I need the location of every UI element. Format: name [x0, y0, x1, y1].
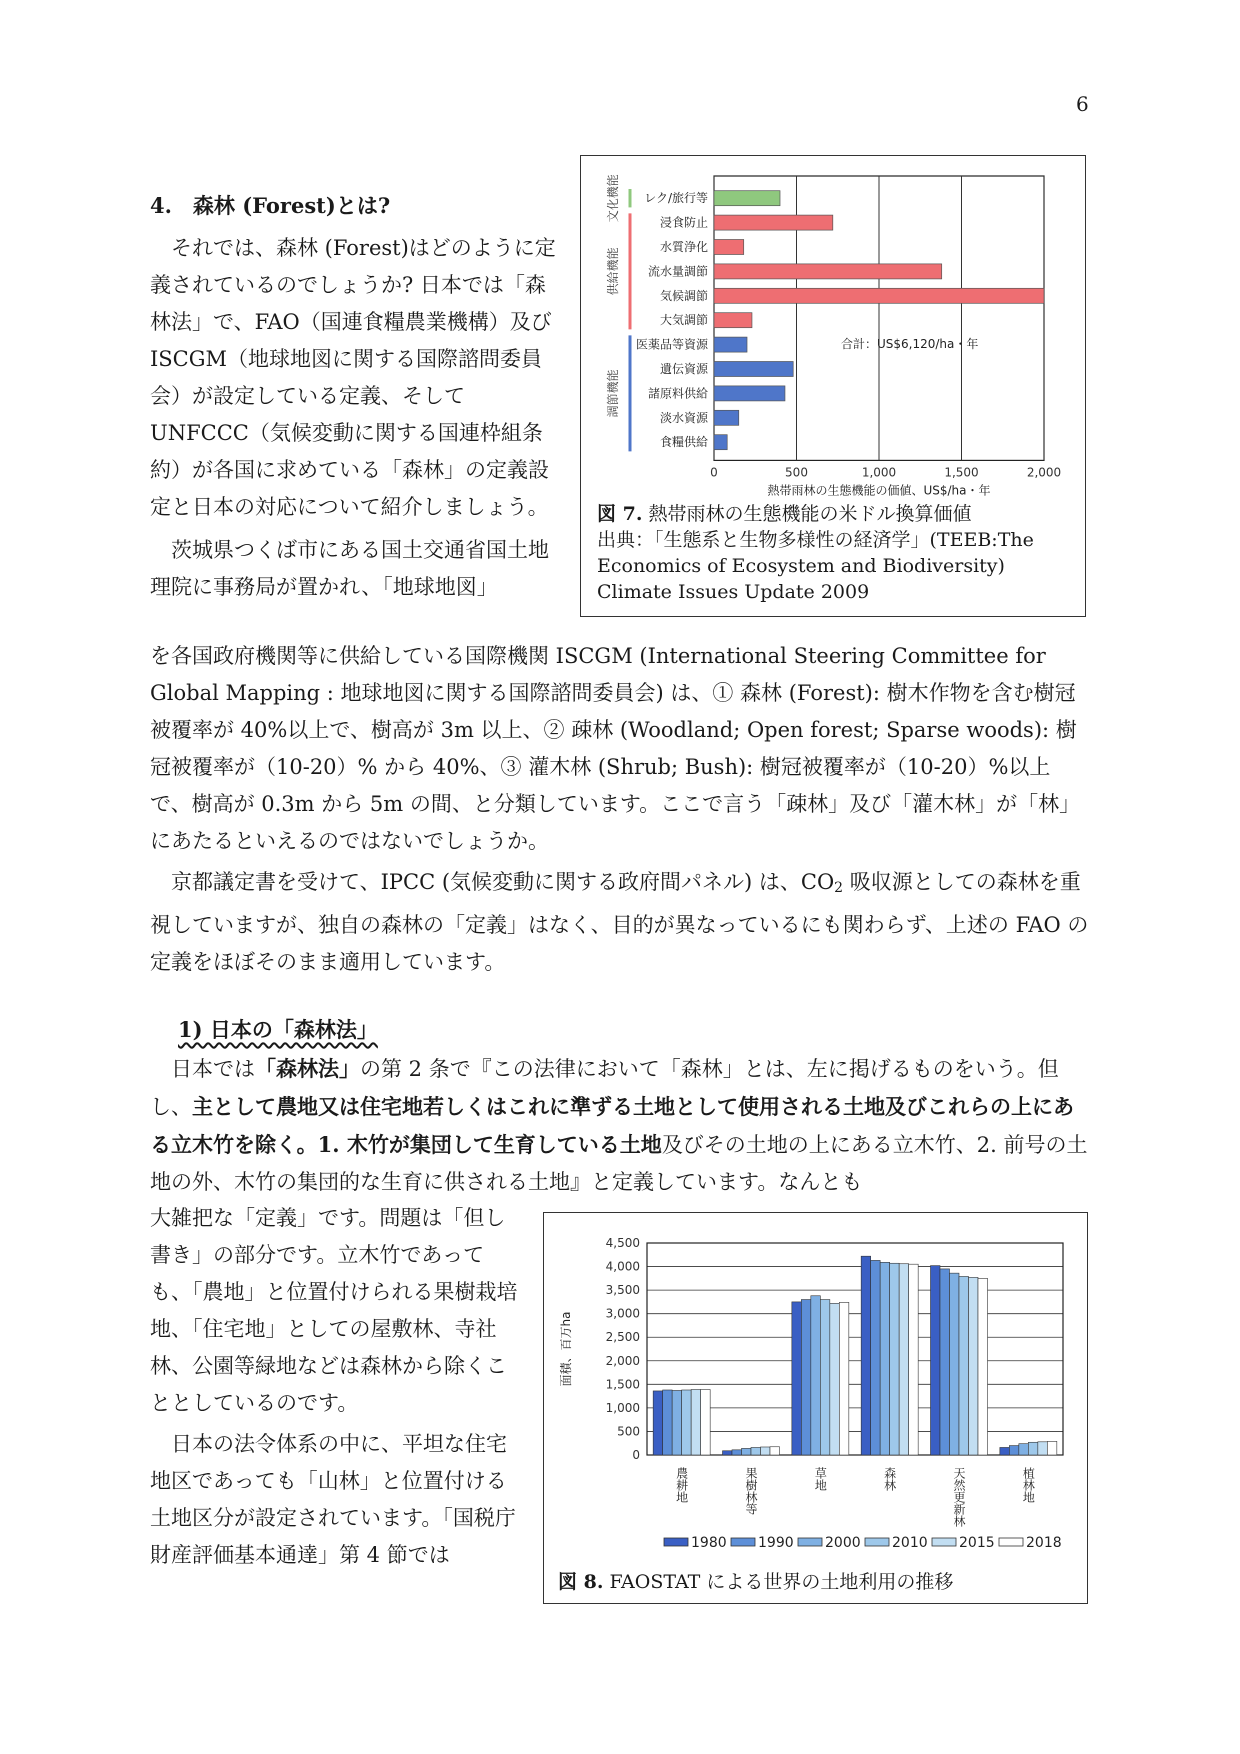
y-tick-label: 1,000	[605, 1400, 640, 1415]
bar	[653, 1391, 663, 1455]
x-tick-label: 1,500	[944, 465, 979, 480]
bar	[899, 1264, 909, 1455]
bar	[978, 1278, 988, 1455]
legend-label: 2015	[959, 1535, 995, 1551]
subsection-forest-law	[150, 1014, 1090, 1201]
legend-label: 1980	[691, 1535, 727, 1551]
x-tick-label: 2,000	[1026, 465, 1062, 480]
figure-7-title: 熱帯雨林の生態機能の米ドル換算価値	[648, 503, 972, 525]
category-label: 医薬品等資源	[635, 337, 708, 352]
bar	[1019, 1444, 1029, 1455]
legend-label: 2000	[825, 1535, 861, 1551]
x-tick-label: 500	[785, 465, 808, 480]
legend-label: 2018	[1026, 1535, 1062, 1551]
bar	[839, 1302, 849, 1455]
category-label: 果樹林等	[744, 1467, 758, 1515]
category-label: 草地	[813, 1467, 828, 1491]
category-label: 諸原料供給	[647, 386, 708, 401]
land-classification-paragraph: 日本の法令体系の中に、平坦な住宅地区であっても「山林」と位置付ける土地区分が設定されています。「国税庁財産評価基本通達」第 4 節では	[150, 1432, 516, 1567]
bar	[723, 1451, 733, 1455]
section-intro	[150, 190, 562, 606]
bar	[950, 1273, 960, 1455]
category-label: 浸食防止	[659, 215, 708, 230]
subsection-title: 1) 日本の「森林法」	[178, 1017, 378, 1042]
law-paragraph: 日本では「森林法」の第 2 条で『この法律において「森林」とは、左に掲げるものをいう。但し、主として農地又は住宅地若しくはこれに準ずる土地として使用される土地及びこれらの上にある立木竹を除く。1. 木竹が集団して生育している土地及びその土地の上にある立木竹、2. 前号の土地の外、木竹の集団的な生育に供される土地』と定義しています。なんとも	[150, 1056, 1088, 1194]
bar	[871, 1260, 881, 1455]
bar	[811, 1296, 821, 1455]
bar	[770, 1447, 780, 1455]
y-axis-title: 面積、百万ha	[559, 1311, 573, 1387]
land-use-chart	[544, 1213, 1086, 1563]
group-label: 文化機能	[606, 174, 620, 223]
legend-swatch	[999, 1538, 1023, 1546]
intro-paragraph: それでは、森林 (Forest)はどのように定義されているのでしょうか? 日本では「森林法」で、FAO（国連食糧農業機構）及び ISCGM（地球地図に関する国際諮問委員会）が設定している定義、そして UNFCCC（気候変動に関する国連枠組条約）が各国に求めている「森林」の定義設定と日本の対応について紹介しましょう。	[150, 236, 556, 519]
total-annotation: 合計：US$6,120/ha・年	[841, 337, 979, 351]
y-tick-label: 4,000	[605, 1259, 640, 1274]
bar	[880, 1262, 890, 1455]
category-label: 森林	[882, 1467, 897, 1491]
figure-7	[580, 155, 1086, 617]
y-tick-label: 1,500	[605, 1377, 640, 1392]
figure-7-caption	[597, 501, 1077, 605]
legend-swatch	[798, 1538, 822, 1546]
legend-swatch	[731, 1538, 755, 1546]
bar	[830, 1303, 840, 1455]
bar	[714, 191, 780, 206]
bar	[682, 1390, 692, 1455]
bar	[691, 1390, 701, 1455]
category-label: 流水量調節	[647, 264, 708, 279]
x-axis-title: 熱帯雨林の生態機能の価値、US$/ha・年	[767, 483, 991, 498]
legend-swatch	[865, 1538, 889, 1546]
x-tick-label: 1,000	[861, 465, 897, 480]
legend-label: 2010	[892, 1535, 928, 1551]
bar	[969, 1277, 979, 1455]
bar	[820, 1300, 830, 1455]
bar	[714, 313, 752, 328]
category-label: 食糧供給	[659, 435, 708, 450]
law-paragraph-continued: 大雑把な「定義」です。問題は「但し書き」の部分です。立木竹であっても、「農地」と位置付けられる果樹栽培地、「住宅地」としての屋敷林、寺社林、公園等緑地などは森林から除くこととしているのです。	[150, 1206, 518, 1415]
figure-7-label: 図 7.	[597, 503, 643, 525]
section-title: 4. 森林 (Forest)とは?	[150, 193, 391, 218]
bar	[959, 1276, 969, 1455]
bar	[1028, 1442, 1038, 1455]
legend-swatch	[664, 1538, 688, 1546]
bar	[801, 1300, 811, 1455]
bar	[714, 240, 744, 255]
ecosystem-value-chart	[581, 156, 1084, 516]
category-label: 天然更新林	[952, 1467, 966, 1527]
bar	[701, 1390, 711, 1455]
bar	[940, 1269, 950, 1455]
category-label: 農耕地	[674, 1467, 689, 1503]
legend-swatch	[932, 1538, 956, 1546]
y-tick-label: 4,500	[605, 1236, 640, 1250]
bar	[1000, 1447, 1010, 1455]
x-tick-label: 0	[710, 465, 718, 480]
bar	[714, 337, 747, 352]
y-tick-label: 3,500	[605, 1283, 640, 1298]
bar	[714, 410, 739, 425]
bar	[792, 1302, 802, 1455]
body-full-width	[150, 638, 1090, 981]
bar	[751, 1447, 761, 1455]
bar	[714, 288, 1044, 303]
bar	[742, 1448, 752, 1455]
category-label: レク/旅行等	[644, 191, 708, 206]
bar	[672, 1390, 682, 1455]
bar	[714, 386, 785, 401]
y-tick-label: 2,500	[605, 1330, 640, 1345]
bar	[909, 1264, 919, 1455]
bar	[714, 264, 942, 279]
page-number: 6	[1076, 92, 1089, 116]
figure-8-caption	[558, 1569, 1078, 1595]
bar	[714, 215, 833, 230]
legend-label: 1990	[758, 1535, 794, 1551]
y-tick-label: 500	[617, 1424, 640, 1439]
bar	[761, 1447, 771, 1455]
y-tick-label: 3,000	[605, 1306, 640, 1321]
figure-8	[543, 1212, 1088, 1604]
iscgm-paragraph-lead: 茨城県つくば市にある国土交通省国土地理院に事務局が置かれ、「地球地図」	[150, 538, 549, 599]
bar	[1047, 1441, 1057, 1455]
bar	[890, 1263, 900, 1455]
category-label: 遺伝資源	[659, 362, 708, 376]
figure-8-label: 図 8.	[558, 1571, 604, 1593]
category-label: 大気調節	[659, 313, 708, 328]
law-left-column	[150, 1200, 526, 1574]
category-label: 水質浄化	[659, 240, 708, 254]
bar	[931, 1266, 941, 1455]
group-label: 供給機能	[606, 247, 620, 296]
y-tick-label: 2,000	[605, 1353, 640, 1368]
bar	[1009, 1446, 1019, 1455]
bar	[714, 435, 727, 450]
category-label: 気候調節	[659, 288, 708, 303]
bar	[663, 1390, 672, 1455]
bar	[732, 1450, 742, 1455]
category-label: 淡水資源	[659, 410, 708, 425]
y-tick-label: 0	[632, 1448, 640, 1462]
group-label: 調節機能	[606, 369, 620, 418]
iscgm-paragraph-rest: を各国政府機関等に供給している国際機関 ISCGM (International Steering Committee for Global Mapping : 地球地図に関する国際諮問委員会) は、① 森林 (Forest): 樹木作物を含む樹冠被覆率が 40%以上で、樹高が 3m 以上、② 疎林 (Woodland; Open forest; Sparse woods): 樹冠被覆率が（10-20）% から 40%、③ 灌木林 (Shrub; Bush): 樹冠被覆率が（10-20）%以上で、樹高が 0.3m から 5m の間、と分類しています。ここで言う「疎林」及び「灌木林」が「林」にあたるといえるのではないでしょうか。	[150, 644, 1081, 853]
figure-7-source: 出典：「生態系と生物多様性の経済学」(TEEB:The Economics of Ecosystem and Biodiversity) Climate Issues Update 2009	[597, 529, 1034, 603]
ipcc-paragraph: 京都議定書を受けて、IPCC (気候変動に関する政府間パネル) は、$CO_2$ 吸収源としての森林を重視していますが、独自の森林の「定義」はなく、目的が異なっているにも関わらず、上述の FAO の定義をほぼそのまま適用しています。	[150, 870, 1089, 974]
category-label: 植林地	[1021, 1467, 1036, 1503]
bar	[714, 362, 793, 377]
figure-8-title: FAOSTAT による世界の土地利用の推移	[609, 1571, 954, 1593]
bar	[861, 1256, 871, 1455]
bar	[1038, 1442, 1048, 1455]
